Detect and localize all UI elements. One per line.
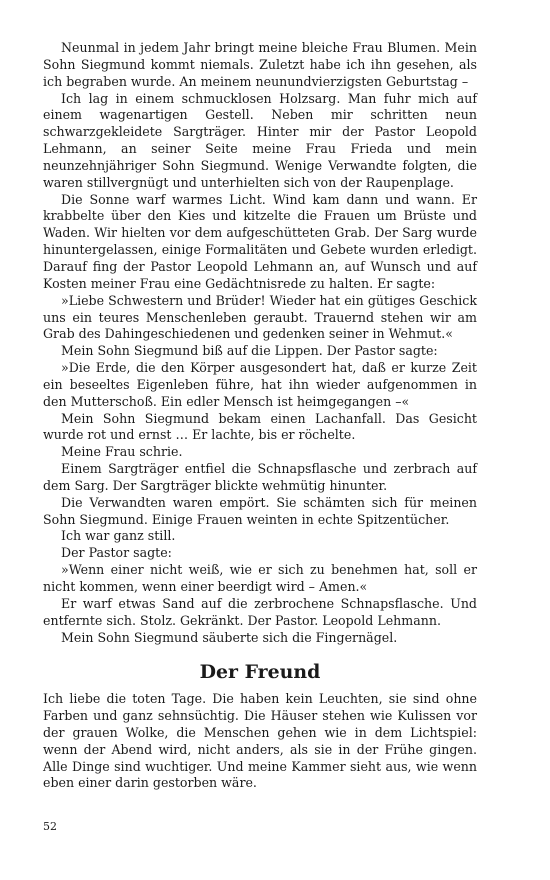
paragraph: Ich lag in einem schmucklosen Holzsarg. Man fuhr mich auf einem wagenartigen Gestell. Neben mir schritten neun schwarzgekleidete Sargträger. Hinter mir der Pastor Leopold Lehmann, an seiner Seite meine Frau Frieda und mein neunzehnjähriger Sohn Siegmund. Wenige Verwandte folgten, die waren stillvergnügt und unterhielten sich von der Raupenplage. [43,90,477,190]
paragraph: Er warf etwas Sand auf die zerbrochene Schnapsflasche. Und entfernte sich. Stolz. Gekränkt. Der Pastor. Leopold Lehmann. [43,595,477,628]
paragraph: Mein Sohn Siegmund säuberte sich die Fingernägel. [61,629,398,645]
paragraph: Die Sonne warf warmes Licht. Wind kam dann und wann. Er krabbelte über den Kies und kitzelte die Frauen um Brüste und Waden. Wir hielten vor dem aufgeschütteten Grab. Der Sarg wurde hinuntergelassen, einige Formalitäten und Gebete wurden erledigt. Darauf fing der Pastor Leopold Lehmann an, auf Wunsch und auf Kosten meiner Frau eine Gedächtnisrede zu halten. Er sagte: [43,191,477,291]
paragraph: Der Pastor sagte: [61,545,172,561]
paragraph: »Die Erde, die den Körper ausgesondert hat, daß er kurze Zeit ein beseeltes Eigenleben führe, hat ihn wieder aufgenommen in den Mutterschoß. Ein edler Mensch ist heimgegangen –« [43,360,477,409]
paragraph: Mein Sohn Siegmund bekam einen Lachanfall. Das Gesicht wurde rot und ernst … Er lachte, bis er röchelte. [43,410,477,443]
paragraph: »Liebe Schwestern und Brüder! Wieder hat ein gütiges Geschick uns ein teures Menschenleben geraubt. Trauernd stehen wir am Grab des Dahingeschiedenen und gedenken seiner in Wehmut.« [43,292,477,342]
paragraph: Neunmal in jedem Jahr bringt meine bleiche Frau Blumen. Mein Sohn Siegmund kommt niemals. Zuletzt habe ich ihn gesehen, als ich begraben wurde. An meinem neunundvierzigsten Geburtstag – [43,40,477,89]
story-section [43,691,477,792]
paragraph: Ich war ganz still. [61,528,176,544]
paragraph: Mein Sohn Siegmund biß auf die Lippen. Der Pastor sagte: [61,343,438,359]
paragraph: »Wenn einer nicht weiß, wie er sich zu benehmen hat, soll er nicht kommen, wenn einer beerdigt wird – Amen.« [43,562,477,594]
paragraph: Einem Sargträger entfiel die Schnapsflasche und zerbrach auf dem Sarg. Der Sargträger blickte wehmütig hinunter. [43,461,477,493]
paragraph: Ich liebe die toten Tage. Die haben kein Leuchten, sie sind ohne Farben und ganz sehnsüchtig. Die Häuser stehen wie Kulissen vor der grauen Wolke, die Menschen gehen wie in dem Lichtspiel: wenn der Abend wird, nicht anders, als sie in der Frühe gingen. Alle Dinge sind wuchtiger. Und meine Kammer sieht aus, wie wenn eben einer darin gestorben wäre. [43,691,477,791]
page-number: 52 [43,820,57,833]
paragraph: Meine Frau schrie. [61,444,183,460]
story-section [43,40,477,646]
book-page [43,40,477,792]
paragraph: Die Verwandten waren empört. Sie schämten sich für meinen Sohn Siegmund. Einige Frauen weinten in echte Spitzentücher. [43,494,477,527]
section-heading: Der Freund [199,661,321,684]
